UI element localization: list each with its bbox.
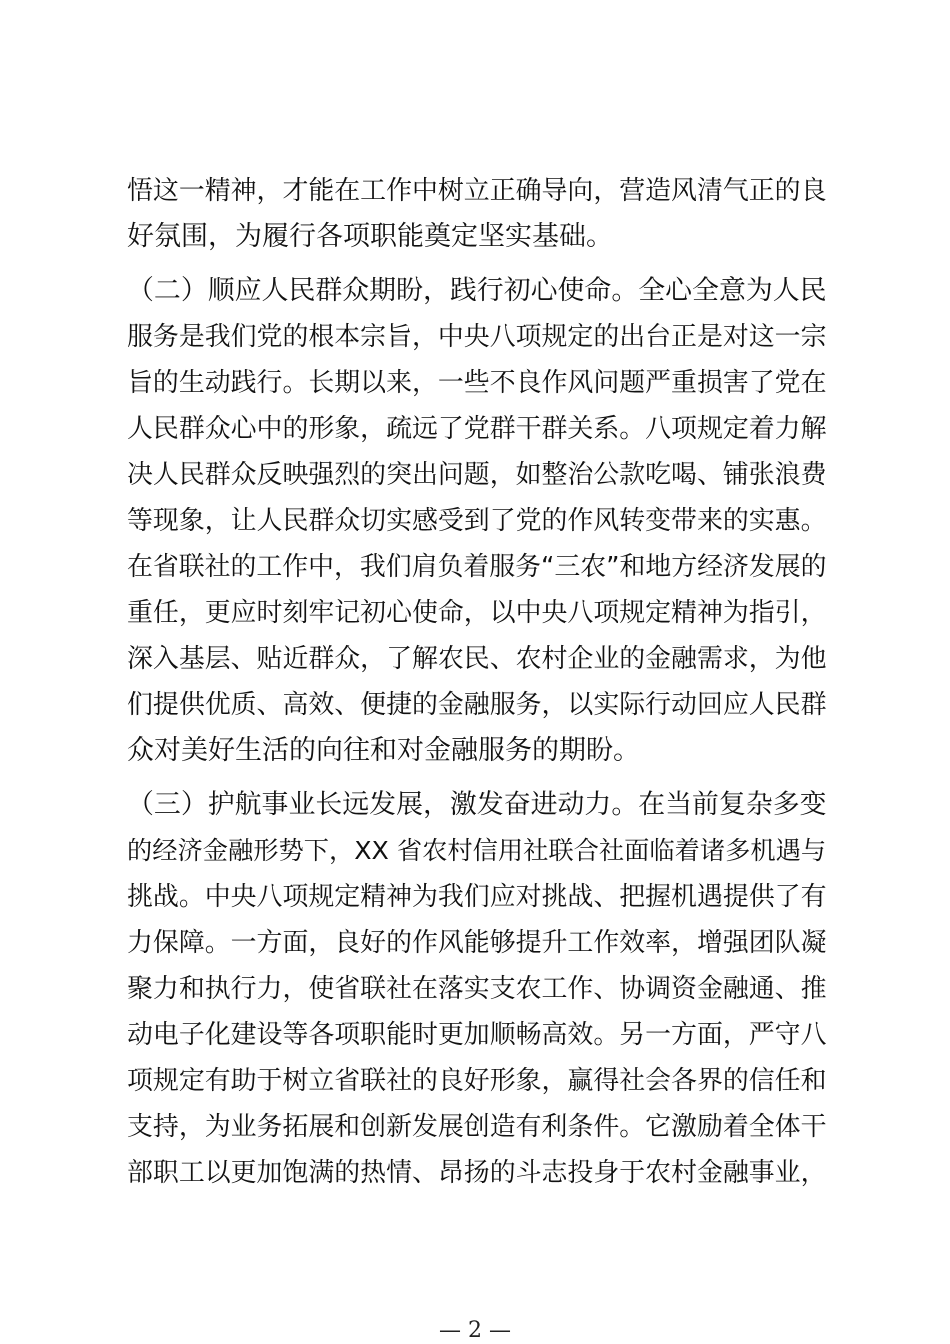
text-line: 等现象，让人民群众切实感受到了党的作风转变带来的实惠。	[127, 506, 827, 536]
text-line: 人民群众心中的形象，疏远了党群干群关系。八项规定着力解	[127, 414, 827, 444]
text-line: 旨的生动践行。长期以来，一些不良作风问题严重损害了党在	[127, 368, 827, 398]
text-line: 部职工以更加饱满的热情、昂扬的斗志投身于农村金融事业，	[127, 1158, 827, 1188]
text-line: 的经济金融形势下，XX 省农村信用社联合社面临着诸多机遇与	[127, 836, 827, 865]
text-line: 决人民群众反映强烈的突出问题，如整治公款吃喝、铺张浪费	[127, 460, 827, 490]
text-line: 在省联社的工作中，我们肩负着服务“三农”和地方经济发展的	[127, 552, 827, 582]
text-line: 们提供优质、高效、便捷的金融服务，以实际行动回应人民群	[127, 690, 827, 720]
paragraph-gap	[127, 260, 827, 268]
paragraph-gap	[127, 774, 827, 782]
text-line: 支持，为业务拓展和创新发展创造有利条件。它激励着全体干	[127, 1112, 827, 1142]
text-line: 重任，更应时刻牢记初心使命，以中央八项规定精神为指引，	[127, 598, 827, 628]
text-line: 深入基层、贴近群众，了解农民、农村企业的金融需求，为他	[127, 644, 827, 674]
body-text	[127, 168, 827, 1196]
section-heading-line: （三）护航事业长远发展，激发奋进动力。在当前复杂多变	[127, 789, 827, 820]
text-line: 动电子化建设等各项职能时更加顺畅高效。另一方面，严守八	[127, 1020, 827, 1050]
text-line: 项规定有助于树立省联社的良好形象，赢得社会各界的信任和	[127, 1066, 827, 1096]
page-number: — 2 —	[439, 1318, 511, 1343]
text-line: 悟这一精神，才能在工作中树立正确导向，营造风清气正的良	[127, 176, 827, 206]
text-line: 聚力和执行力，使省联社在落实支农工作、协调资金融通、推	[127, 974, 827, 1004]
section-heading-line: （二）顺应人民群众期盼，践行初心使命。全心全意为人民	[127, 275, 827, 306]
text-line: 挑战。中央八项规定精神为我们应对挑战、把握机遇提供了有	[127, 882, 827, 912]
text-line: 服务是我们党的根本宗旨，中央八项规定的出台正是对这一宗	[127, 322, 827, 352]
text-line: 好氛围，为履行各项职能奠定坚实基础。	[127, 221, 613, 252]
text-line: 力保障。一方面，良好的作风能够提升工作效率，增强团队凝	[127, 928, 827, 958]
text-line: 众对美好生活的向往和对金融服务的期盼。	[127, 735, 640, 766]
